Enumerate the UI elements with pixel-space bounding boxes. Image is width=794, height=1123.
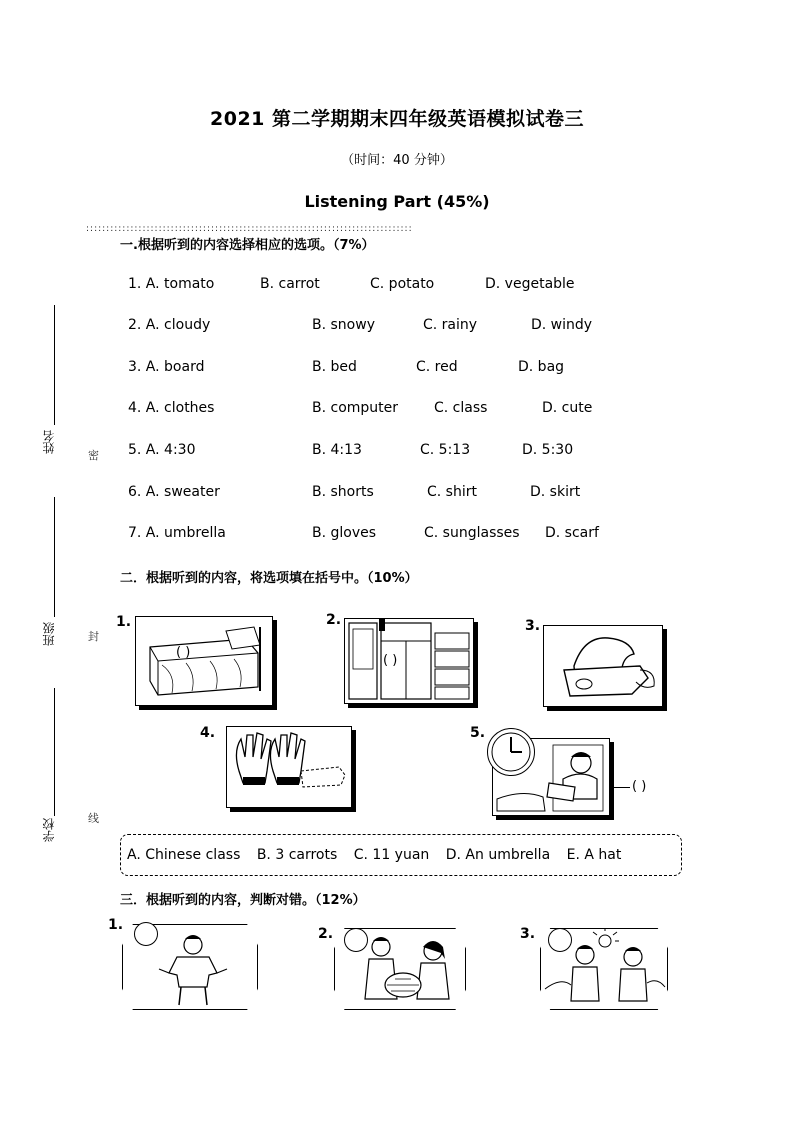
option-b: B. shorts [312,484,374,500]
exam-duration: （时间：40 分钟） [341,153,453,168]
option-b: B. bed [312,359,357,375]
option-d: D. skirt [530,484,581,500]
name-blank-line [54,305,55,425]
option-e-hat: E. A hat [566,847,622,863]
bed-illustration [136,617,272,705]
option-b: B. carrot [260,276,320,292]
judge-picture-3-number: 3. [520,926,536,942]
picture-3-number: 3. [525,618,541,634]
name-label: 姓名 [42,430,56,454]
option-c: C. potato [370,276,435,292]
picture-2-frame [344,618,474,704]
picture-4-frame [226,726,352,808]
option-c: C. sunglasses [424,525,520,541]
section1-heading: 一.根据听到的内容选择相应的选项。（7%） [120,238,375,253]
option-d: D. windy [531,317,593,333]
pointer-line [610,787,630,788]
judge-answer-circle-3[interactable] [548,928,572,952]
picture-2-answer-blank[interactable]: ( ) [383,653,398,668]
option-b: B. computer [312,400,399,416]
option-d: D. 5:30 [522,442,574,458]
wall-clock [487,728,535,776]
option-b: B. snowy [312,317,375,333]
wardrobe-illustration [345,619,473,703]
picture-1-answer-blank[interactable]: ( ) [176,645,191,660]
picture-4-number: 4. [200,725,216,741]
section3-heading: 三．根据听到的内容，判断对错。（12%） [120,893,366,908]
picture-5-answer-blank[interactable]: ( ) [632,779,647,794]
option-a: 3. A. board [128,359,205,375]
option-c: C. 5:13 [420,442,471,458]
gloves-illustration [227,727,351,807]
class-label: 班级 [42,622,56,646]
option-a: 6. A. sweater [128,484,220,500]
judge-answer-circle-1[interactable] [134,922,158,946]
option-a: 4. A. clothes [128,400,215,416]
picture-3-frame [543,625,663,707]
judge-picture-1-number: 1. [108,917,124,933]
option-a-chinese-class: A. Chinese class [127,847,241,863]
exam-title: 2021 第二学期期末四年级英语模拟试卷三 [210,108,584,130]
section2-heading: 二．根据听到的内容，将选项填在括号中。（10%） [120,571,418,586]
seal-char-xian: 线 [88,812,99,825]
option-d: D. bag [518,359,565,375]
option-a: 2. A. cloudy [128,317,211,333]
option-a: 7. A. umbrella [128,525,226,541]
clock-icon [488,729,534,775]
option-d: D. vegetable [485,276,575,292]
school-label: 学校 [42,818,56,842]
option-b-carrots: B. 3 carrots [256,847,338,863]
class-blank-line [54,497,55,617]
school-blank-line [54,688,55,816]
part-heading: Listening Part (45%) [304,192,490,211]
picture-5-number: 5. [470,725,486,741]
picture-1-frame [135,616,273,706]
answer-options-row [127,847,633,863]
picture-1-number: 1. [116,614,132,630]
binding-dotted-line: ::::::::::::::::::::::::::::::::::::::::::::::::::::::::::::::::::::::::::::::::: [86,224,413,234]
option-b: B. 4:13 [312,442,362,458]
judge-picture-2-number: 2. [318,926,334,942]
option-a: 5. A. 4:30 [128,442,196,458]
option-d: D. scarf [545,525,599,541]
option-c-yuan: C. 11 yuan [353,847,430,863]
seal-char-mi: 密 [88,449,99,462]
judge-answer-circle-2[interactable] [344,928,368,952]
option-d: D. cute [542,400,593,416]
option-b: B. gloves [312,525,377,541]
option-a: 1. A. tomato [128,276,215,292]
option-c: C. shirt [427,484,477,500]
option-c: C. class [434,400,488,416]
option-d-umbrella: D. An umbrella [445,847,551,863]
picture-2-number: 2. [326,612,342,628]
hat-illustration [544,626,662,706]
seal-char-feng: 封 [88,630,99,643]
option-c: C. rainy [423,317,478,333]
option-c: C. red [416,359,458,375]
